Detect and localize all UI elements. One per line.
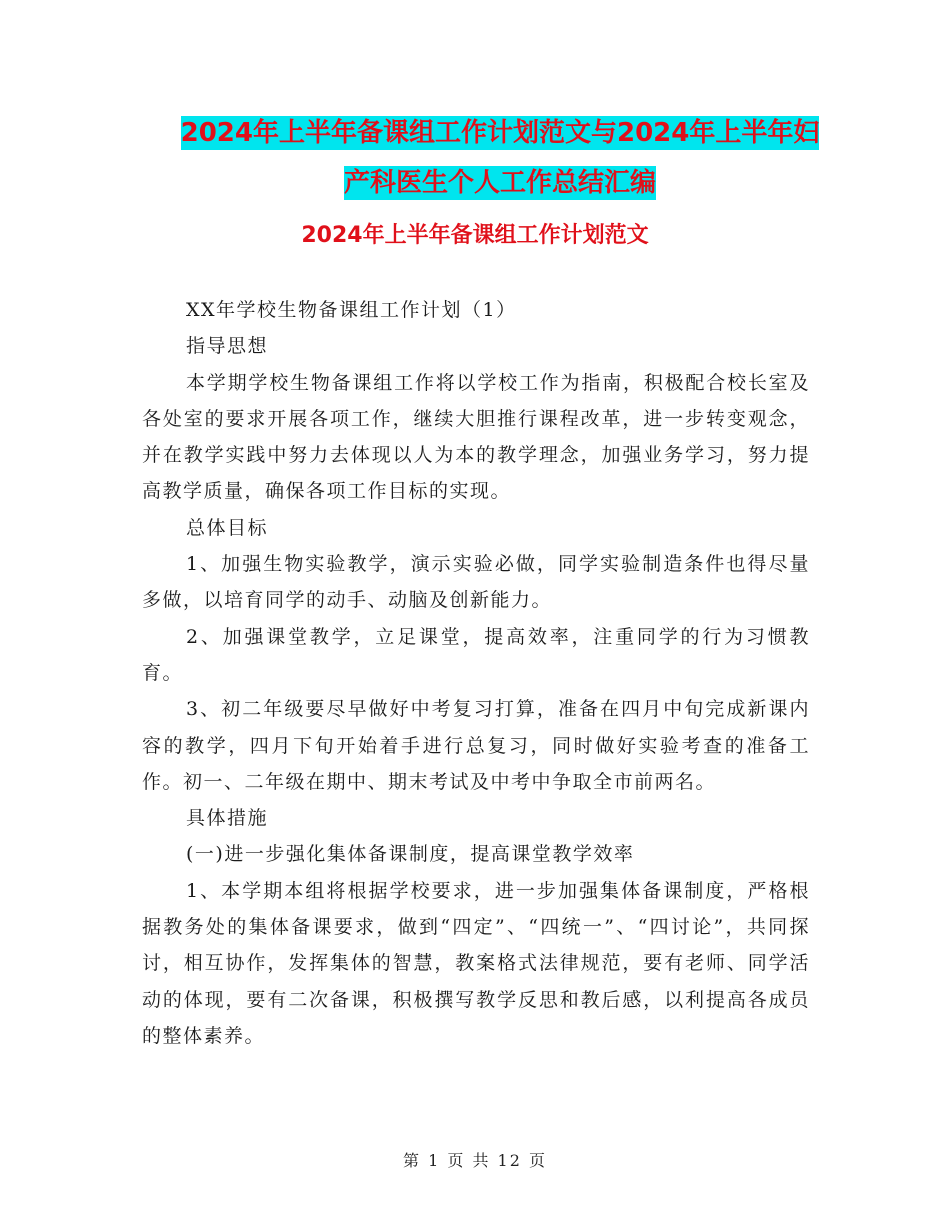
page-footer: 第 1 页 共 12 页	[403, 1151, 547, 1170]
paragraph-guiding-thought: 本学期学校生物备课组工作将以学校工作为指南，积极配合校长室及各处室的要求开展各项工作，继续大胆推行课程改革，进一步转变观念，并在教学实践中努力去体现以人为本的教学理念，加强业务学习，努力提高教学质量，确保各项工作目标的实现。	[142, 371, 810, 503]
document-title-line-1: 2024年上半年备课组工作计划范文与2024年上半年妇	[180, 118, 820, 148]
document-body	[142, 292, 810, 1054]
document-title	[140, 108, 860, 208]
document-title-line-2: 产科医生个人工作总结汇编	[343, 168, 656, 198]
goal-item-2: 2、加强课堂教学，立足课堂，提高效率，注重同学的行为习惯教育。	[142, 625, 810, 684]
measure-item-1: 1、本学期本组将根据学校要求，进一步加强集体备课制度，严格根据教务处的集体备课要求，做到“四定”、“四统一”、“四讨论”，共同探讨，相互协作，发挥集体的智慧，教案格式法律规范，要有老师、同学活动的体现，要有二次备课，积极撰写教学反思和教后感，以利提高各成员的整体素养。	[142, 879, 810, 1047]
heading-overall-goals: 总体目标	[186, 516, 269, 539]
heading-specific-measures: 具体措施	[186, 807, 269, 830]
section-title: 2024年上半年备课组工作计划范文	[301, 223, 649, 248]
goal-item-3: 3、初二年级要尽早做好中考复习打算，准备在四月中旬完成新课内容的教学，四月下旬开始着手进行总复习，同时做好实验考查的准备工作。初一、二年级在期中、期末考试及中考中争取全市前两名。	[142, 698, 810, 793]
plan-heading: XX年学校生物备课组工作计划（1）	[186, 299, 517, 321]
measure-subheading-1: (一)进一步强化集体备课制度，提高课堂教学效率	[186, 843, 635, 866]
heading-guiding-thought: 指导思想	[186, 335, 269, 358]
goal-item-1: 1、加强生物实验教学，演示实验必做，同学实验制造条件也得尽量多做，以培育同学的动手、动脑及创新能力。	[142, 553, 810, 612]
